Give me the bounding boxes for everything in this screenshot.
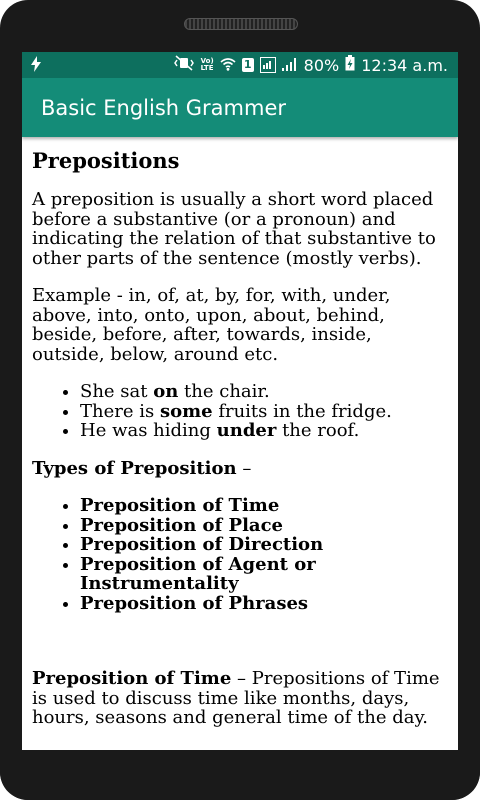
status-bar — [22, 52, 458, 78]
signal-box-icon — [260, 57, 276, 73]
battery-charging-icon — [345, 55, 355, 75]
preposition-highlight: on — [153, 381, 179, 402]
time-description: – Prepositions of Time is used to discuss time like months, days, hours, seasons and general time of the day. — [32, 668, 440, 728]
sentence-text: There is — [80, 400, 160, 422]
volte-bottom-label: LTE — [200, 64, 214, 72]
sim-slot-badge: 1 — [242, 58, 254, 72]
app-title: Basic English Grammer — [41, 95, 287, 120]
phone-bottom-bezel — [0, 750, 480, 800]
sentence-text: the chair. — [178, 381, 270, 402]
preposition-highlight: under — [216, 420, 277, 441]
page-title: Prepositions — [32, 148, 180, 173]
list-item — [80, 421, 448, 441]
speaker-grille — [184, 18, 298, 30]
battery-percent: 80% — [303, 55, 340, 75]
list-item: • Preposition of Place — [80, 516, 448, 536]
example-sentence-list — [32, 382, 448, 441]
signal-strength-icon — [282, 56, 298, 75]
types-heading-label: Types of Preposition — [32, 457, 237, 479]
status-icons — [173, 55, 448, 75]
definition-paragraph: A preposition is usually a short word placed before a substantive (or a pronoun) and indicating the relation of that substantive to other parts of the sentence (mostly verbs). — [32, 189, 436, 269]
types-heading — [32, 459, 448, 479]
list-item — [80, 402, 448, 422]
article-content[interactable] — [22, 137, 458, 728]
time-term: Preposition of Time — [32, 668, 232, 689]
vibrate-mute-icon — [173, 55, 195, 75]
volte-indicator — [201, 58, 214, 72]
clock: 12:34 a.m. — [361, 55, 448, 75]
volte-top-label: Vo) — [200, 57, 214, 65]
sentence-text: He was hiding — [80, 420, 217, 441]
list-item: • Preposition of Phrases — [80, 594, 448, 614]
sentence-text: fruits in the fridge. — [212, 400, 392, 422]
list-item — [80, 382, 448, 402]
list-item: • Preposition of Time — [80, 496, 448, 516]
sentence-text: She sat — [80, 381, 154, 402]
screen — [22, 52, 458, 750]
sentence-text: the roof. — [276, 420, 360, 441]
lightning-icon — [30, 56, 42, 76]
app-bar — [22, 78, 458, 137]
types-heading-dash: – — [236, 457, 252, 479]
wifi-icon — [220, 56, 236, 75]
preposition-highlight: some — [159, 400, 213, 422]
example-paragraph: Example - in, of, at, by, for, with, under, above, into, onto, upon, about, behind, beside, before, after, towards, inside, outside, below, around etc. — [32, 285, 391, 365]
time-paragraph — [32, 669, 448, 728]
types-list — [32, 496, 448, 613]
list-item: • Preposition of Agent or Instrumentality — [80, 555, 448, 594]
list-item: • Preposition of Direction — [80, 535, 448, 555]
